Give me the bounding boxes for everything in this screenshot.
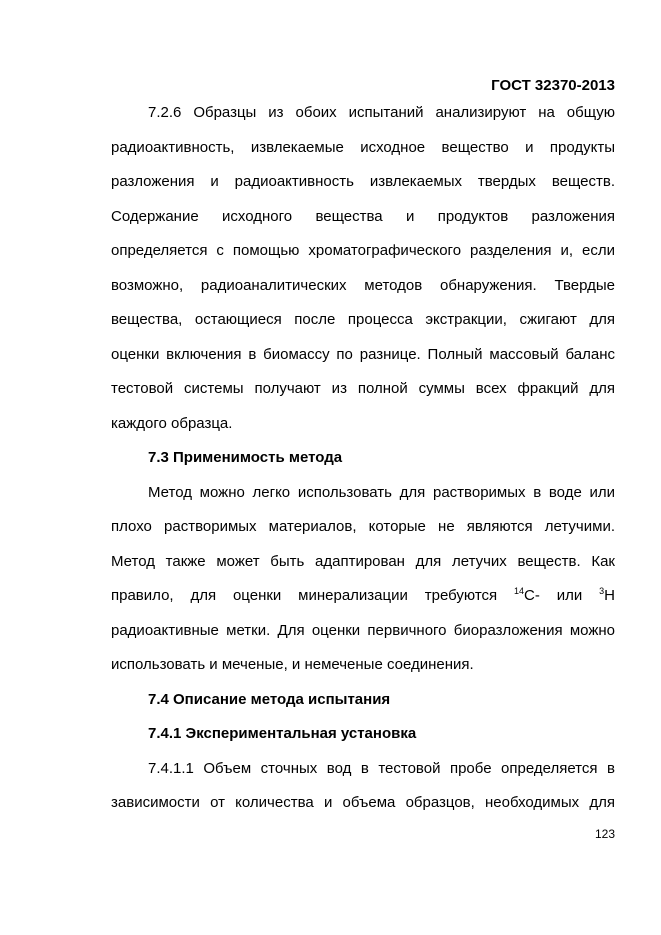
page-number: 123 <box>594 827 615 841</box>
paragraph-7-2-6: 7.2.6 Образцы из обоих испытаний анализируют на общую радиоактивность, извлекаемые исходное вещество и продукты разложения и радиоактивность извлекаемых твердых веществ. Содержание исходного вещества и продуктов разложения определяется с помощью хроматографического разделения и, если возможно, радиоаналитических методов обнаружения. Твердые вещества, остающиеся после процесса экстракции, сжигают для оценки включения в биомассу по разнице. Полный массовый баланс тестовой системы получают из полной суммы всех фракций для каждого образца. <box>111 104 615 432</box>
section-heading-7-3: 7.3 Применимость метода <box>148 449 343 466</box>
isotope-mass-3: 3 <box>599 586 605 596</box>
paragraph-7-3 <box>111 476 615 683</box>
paragraph-7-3-part-b: С- или <box>524 587 600 604</box>
paragraph-7-3-part-a: Метод можно легко использовать для растворимых в воде или плохо растворимых материалов, которые не являются летучими. Метод также может быть адаптирован для летучих веществ. Как правило, для оценки минерализации требуются <box>111 483 615 604</box>
paragraph-7-4-1-1: 7.4.1.1 Объем сточных вод в тестовой пробе определяется в зависимости от количества и объема образцов, необходимых для <box>111 759 615 811</box>
paragraph-7-3-part-c: Н радиоактивные метки. Для оценки первичного биоразложения можно использовать и меченые, и немеченые соединения. <box>111 587 615 673</box>
section-heading-7-4: 7.4 Описание метода испытания <box>148 690 391 708</box>
document-code-header: ГОСТ 32370-2013 <box>491 77 615 94</box>
section-heading-7-4-1: 7.4.1 Экспериментальная установка <box>148 725 417 742</box>
isotope-mass-14: 14 <box>514 586 525 596</box>
document-body <box>111 96 615 821</box>
